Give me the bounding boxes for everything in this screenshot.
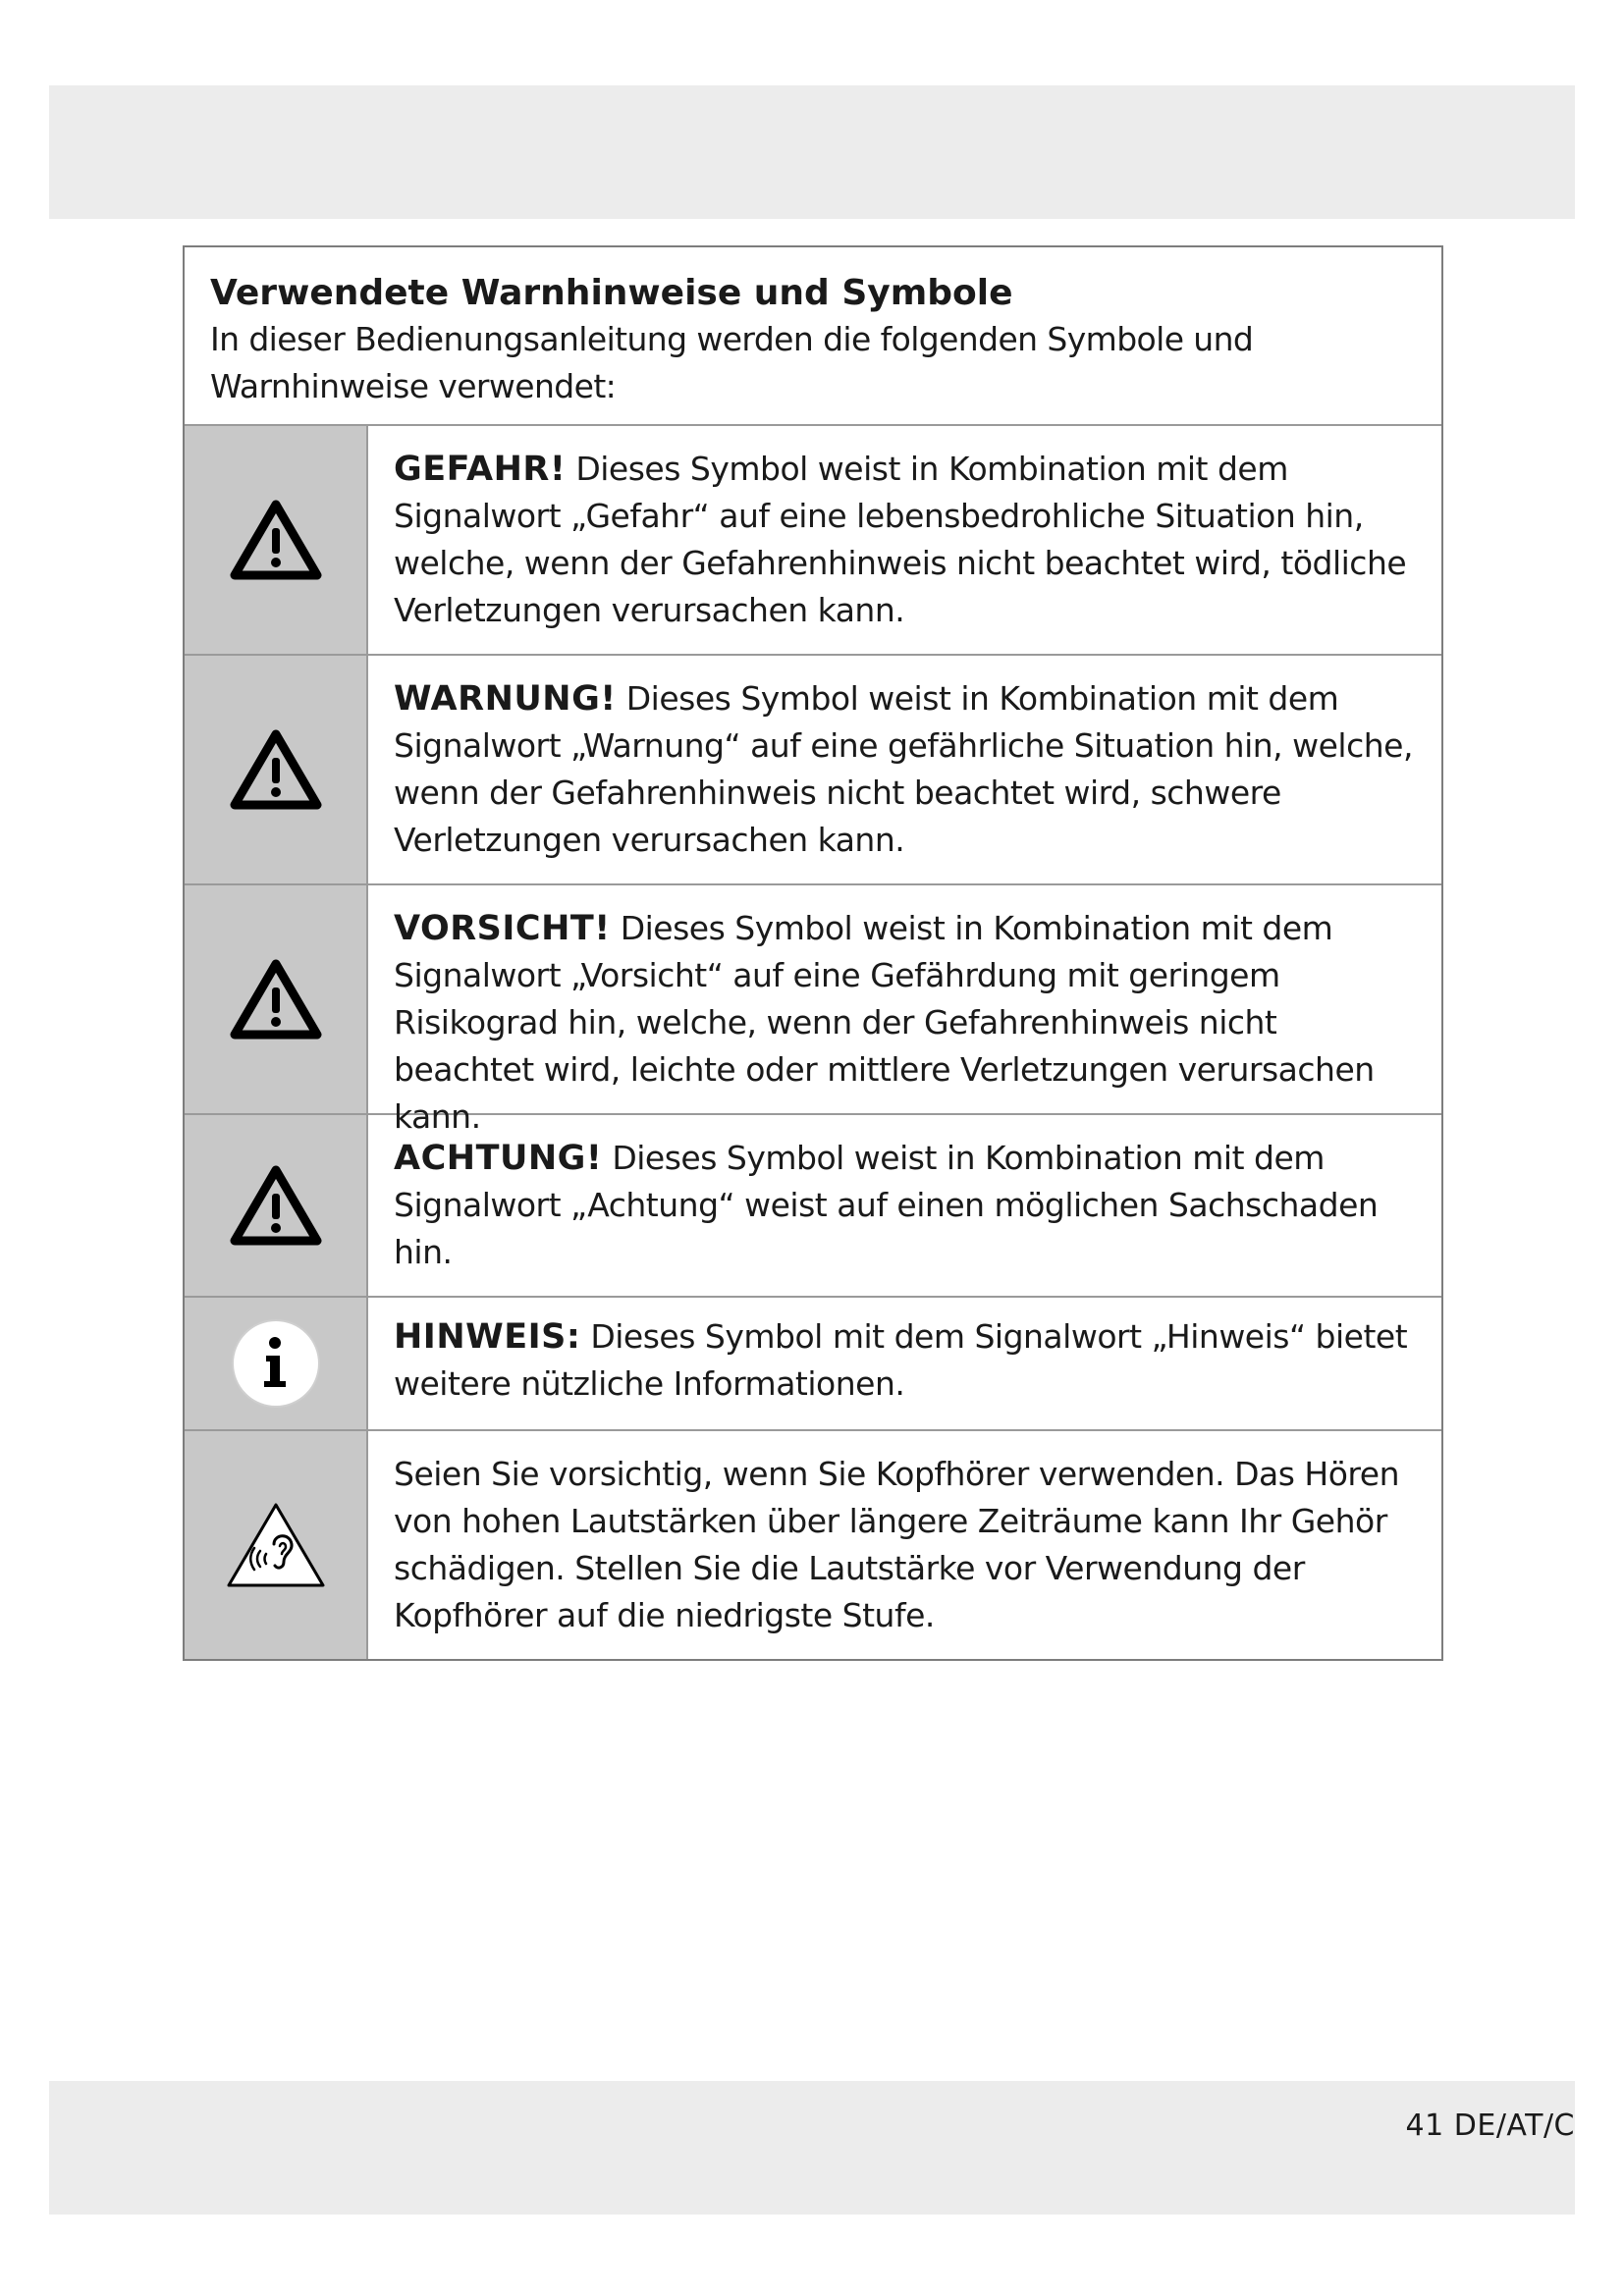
warning-triangle-icon bbox=[229, 499, 323, 581]
info-circle-icon bbox=[229, 1316, 323, 1411]
row-description: Seien Sie vorsichtig, wenn Sie Kopfhörer verwenden. Das Hören von hohen Lautstärken über längere Zeiträume kann Ihr Gehör schädigen. Stellen Sie die Lautstärke vor Verwendung der Kopfhörer auf die niedrigste Stufe. bbox=[394, 1455, 1399, 1634]
page-number: 41 DE/AT/C bbox=[1405, 2109, 1575, 2143]
table-row-hearing bbox=[185, 1431, 1441, 1659]
warning-triangle-icon bbox=[229, 1164, 323, 1247]
row-text bbox=[368, 656, 1441, 883]
row-description: Dieses Symbol weist in Kombination mit dem Signalwort „Warnung“ auf eine gefährliche Situation hin, welche, wenn der Gefahrenhinweis nicht beachtet wird, schwere Verletzungen verursachen kann. bbox=[394, 679, 1413, 859]
icon-cell bbox=[185, 1431, 368, 1659]
footer-band bbox=[49, 2081, 1575, 2215]
header-band bbox=[49, 85, 1575, 219]
icon-cell bbox=[185, 426, 368, 654]
icon-cell bbox=[185, 1115, 368, 1296]
row-text bbox=[368, 885, 1441, 1136]
table-row-hinweis bbox=[185, 1298, 1441, 1431]
table-row-achtung bbox=[185, 1115, 1441, 1298]
table-row-vorsicht bbox=[185, 885, 1441, 1136]
row-text bbox=[368, 426, 1441, 654]
signal-word: HINWEIS: bbox=[394, 1317, 581, 1357]
table-row-warnung bbox=[185, 656, 1441, 885]
row-description: Dieses Symbol weist in Kombination mit dem Signalwort „Vorsicht“ auf eine Gefährdung mit geringem Risikograd hin, welche, wenn der Gefahrenhinweis nicht beachtet wird, leichte oder mittlere Verletzungen verursachen kann. bbox=[394, 909, 1375, 1136]
row-description: Dieses Symbol weist in Kombination mit dem Signalwort „Gefahr“ auf eine lebensbedrohliche Situation hin, welche, wenn der Gefahrenhinweis nicht beachtet wird, tödliche Verletzungen verursachen kann. bbox=[394, 450, 1407, 629]
section-title: Verwendete Warnhinweise und Symbole bbox=[210, 273, 1013, 313]
row-text bbox=[368, 1431, 1441, 1659]
row-description: Dieses Symbol mit dem Signalwort „Hinweis“ bietet weitere nützliche Informationen. bbox=[394, 1317, 1408, 1403]
hearing-warning-icon bbox=[225, 1501, 327, 1589]
table-row-gefahr bbox=[185, 426, 1441, 656]
warning-triangle-icon bbox=[229, 728, 323, 811]
signal-word: GEFAHR! bbox=[394, 450, 567, 489]
row-text bbox=[368, 1298, 1441, 1429]
icon-cell bbox=[185, 656, 368, 883]
signal-word: WARNUNG! bbox=[394, 679, 617, 719]
icon-cell bbox=[185, 885, 368, 1113]
row-text bbox=[368, 1115, 1441, 1296]
table-header bbox=[185, 247, 1441, 426]
signal-word: VORSICHT! bbox=[394, 909, 611, 948]
icon-cell bbox=[185, 1298, 368, 1429]
warning-triangle-icon bbox=[229, 958, 323, 1041]
warning-symbols-table bbox=[183, 245, 1443, 1661]
signal-word: ACHTUNG! bbox=[394, 1139, 603, 1178]
section-intro: In dieser Bedienungsanleitung werden die folgenden Symbole und Warnhinweise verwendet: bbox=[210, 320, 1254, 405]
row-description: Dieses Symbol weist in Kombination mit dem Signalwort „Achtung“ weist auf einen möglichen Sachschaden hin. bbox=[394, 1139, 1379, 1271]
